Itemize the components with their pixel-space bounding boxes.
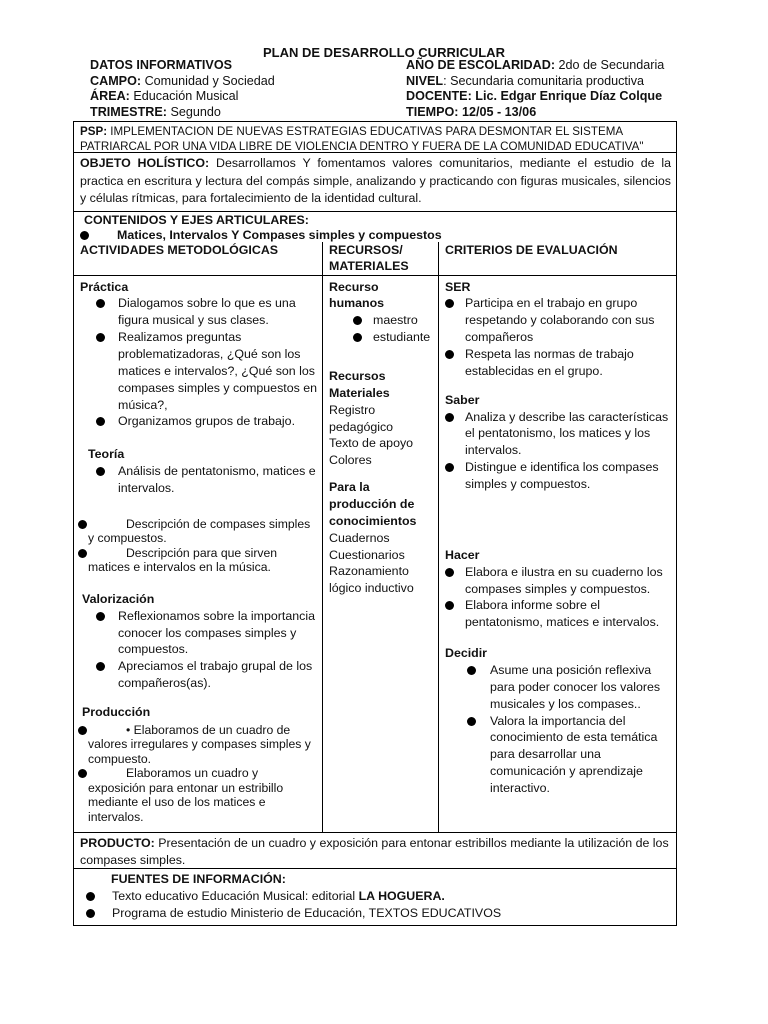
psp-text: IMPLEMENTACION DE NUEVAS ESTRATEGIAS EDUCATIVAS PARA DESMONTAR EL SISTEMA PATRIARCAL POR UNA VIDA LIBRE DE VIOLENCIA DENTRO Y FUERA DE LA COMUNIDAD EDUCATIVA" — [80, 125, 644, 153]
producto-text: Presentación de un cuadro y exposición para entonar estribillos mediante la utilización de los compases simples. — [80, 835, 669, 867]
produccion-heading: Producción — [82, 704, 151, 719]
actividades-header: ACTIVIDADES METODOLÓGICAS — [74, 242, 322, 276]
bullet-icon — [96, 417, 105, 426]
decidir-heading: Decidir — [445, 646, 488, 661]
recursos-materiales-item: Colores — [329, 453, 372, 468]
recursos-humanos-heading: Recurso humanos — [329, 279, 385, 311]
bullet-icon — [96, 467, 105, 476]
hacer-heading: Hacer — [445, 547, 480, 562]
bullet-icon — [96, 662, 105, 671]
list-item: estudiante — [329, 329, 434, 346]
bullet-icon — [445, 299, 454, 308]
practica-list — [80, 295, 318, 430]
recursos-produccion-item: Cuestionarios — [329, 547, 405, 562]
recursos-header: RECURSOS/ MATERIALES — [323, 242, 438, 276]
bullet-icon — [445, 568, 454, 577]
valorizacion-heading: Valorización — [82, 591, 155, 606]
criterios-body — [439, 276, 676, 797]
bullet-icon — [467, 666, 476, 675]
fuentes-section — [74, 869, 676, 925]
psp-section — [74, 122, 676, 153]
bullet-icon — [353, 333, 362, 342]
psp-label: PSP: — [80, 125, 108, 138]
bullet-icon — [445, 463, 454, 472]
list-item: Elabora informe sobre el pentatonismo, matices e intervalos. — [445, 597, 672, 631]
producto-section — [74, 833, 676, 869]
recursos-body — [323, 276, 438, 598]
recursos-produccion-item: Cuadernos — [329, 530, 390, 545]
list-item: Apreciamos el trabajo grupal de los compañeros(as). — [80, 658, 318, 692]
list-item: Participa en el trabajo en grupo respetando y colaborando con sus compañeros — [445, 295, 672, 346]
recursos-humanos-list — [329, 312, 434, 346]
info-nivel: NIVEL: Secundaria comunitaria productiva — [406, 73, 645, 88]
fuentes-heading: FUENTES DE INFORMACIÓN: — [111, 871, 286, 886]
info-area: ÁREA: Educación Musical — [90, 89, 239, 103]
saber-list — [445, 409, 672, 493]
info-trimestre: TRIMESTRE: Segundo — [90, 104, 221, 119]
bullet-icon — [86, 909, 95, 918]
actividades-body — [74, 276, 322, 825]
list-item: Reflexionamos sobre la importancia conocer los compases simples y compuestos. — [80, 608, 318, 659]
recursos-materiales-item: Registro pedagógico — [329, 402, 394, 434]
bullet-icon — [78, 520, 87, 529]
list-item: Asume una posición reflexiva para poder conocer los valores musicales y los compases.. — [445, 662, 672, 713]
bullet-icon — [78, 726, 87, 735]
info-campo: CAMPO: Comunidad y Sociedad — [90, 73, 275, 88]
fuentes-list — [86, 888, 671, 922]
objetivo-section — [74, 153, 676, 212]
practica-heading: Práctica — [80, 279, 129, 294]
bullet-icon — [78, 549, 87, 558]
list-item: Elabora e ilustra en su cuaderno los compases simples y compuestos. — [445, 564, 672, 598]
producto-label: PRODUCTO: — [80, 835, 155, 850]
info-left — [90, 58, 275, 120]
bullet-icon — [467, 717, 476, 726]
list-item: Dialogamos sobre lo que es una figura musical y sus clases. — [80, 295, 318, 329]
recursos-produccion-heading: Para la producción de conocimientos — [329, 480, 417, 528]
teoria-extra-1: Descripción de compases simples y compuestos. — [80, 517, 318, 546]
valorizacion-list — [80, 608, 318, 692]
objetivo-label: OBJETO HOLÍSTICO: — [80, 156, 210, 170]
bullet-icon — [353, 316, 362, 325]
recursos-materiales-item: Texto de apoyo — [329, 436, 414, 451]
list-item: Analiza y describe las características el pentatonismo, los matices y los intervalos. — [445, 409, 672, 460]
list-item: Respeta las normas de trabajo establecidas en el grupo. — [445, 346, 672, 380]
bullet-icon — [445, 413, 454, 422]
criterios-header: CRITERIOS DE EVALUACIÓN — [439, 242, 676, 276]
actividades-column — [74, 242, 323, 832]
ser-heading: SER — [445, 279, 471, 294]
teoria-extra-2: Descripción para que sirven matices e intervalos en la música. — [80, 546, 318, 575]
list-item: Programa de estudio Ministerio de Educación, TEXTOS EDUCATIVOS — [86, 905, 671, 922]
recursos-produccion-item: Razonamiento lógico inductivo — [329, 564, 414, 596]
teoria-heading: Teoría — [88, 447, 125, 462]
plan-table — [73, 121, 677, 926]
bullet-icon — [445, 601, 454, 610]
contenidos-topic: Matices, Intervalos Y Compases simples y compuestos — [117, 227, 442, 242]
hacer-list — [445, 564, 672, 631]
list-item: Distingue e identifica los compases simples y compuestos. — [445, 459, 672, 493]
list-item: Análisis de pentatonismo, matices e intervalos. — [80, 463, 318, 497]
list-item: Texto educativo Educación Musical: editorial LA HOGUERA. — [86, 888, 671, 905]
columns-row — [74, 242, 676, 833]
bullet-icon — [96, 612, 105, 621]
list-item: Realizamos preguntas problematizadoras, ¿Qué son los matices e intervalos?, ¿Qué son los compases simples y compuestos en música?, — [80, 329, 318, 413]
contenidos-section — [74, 212, 676, 242]
criterios-column — [439, 242, 676, 832]
bullet-icon — [86, 892, 95, 901]
recursos-materiales-heading: Recursos Materiales — [329, 368, 390, 400]
objetivo-text: Desarrollamos Y fomentamos valores comunitarios, mediante el estudio de la practica en escritura y lectura del compás simple, analizando y practicando con figuras musicales, silencios y células rítmicas, para fortalecimiento de la identidad cultural. — [80, 156, 671, 205]
bullet-icon — [96, 333, 105, 342]
list-item: Organizamos grupos de trabajo. — [80, 413, 318, 430]
saber-heading: Saber — [445, 392, 480, 407]
info-anio: AÑO DE ESCOLARIDAD: 2do de Secundaria — [406, 58, 665, 72]
list-item: Valora la importancia del conocimiento de esta temática para desarrollar una comunicación y aprendizaje interactivo. — [445, 713, 672, 797]
info-tiempo: TIEMPO: 12/05 - 13/06 — [406, 104, 537, 119]
bullet-icon — [80, 231, 89, 240]
page-title: PLAN DE DESARROLLO CURRICULAR — [263, 45, 505, 60]
contenidos-label: CONTENIDOS Y EJES ARTICULARES: — [84, 212, 309, 227]
info-datos: DATOS INFORMATIVOS — [90, 58, 233, 72]
produccion-item-1: • Elaboramos de un cuadro de valores irregulares y compases simples y compuesto. — [80, 723, 318, 767]
decidir-list — [445, 662, 672, 797]
bullet-icon — [445, 350, 454, 359]
produccion-item-2: Elaboramos un cuadro y exposición para entonar un estribillo mediante el uso de los matices e intervalos. — [80, 766, 318, 824]
bullet-icon — [78, 769, 87, 778]
info-docente: DOCENTE: Lic. Edgar Enrique Díaz Colque — [406, 89, 663, 103]
teoria-list — [80, 463, 318, 497]
bullet-icon — [96, 299, 105, 308]
list-item: maestro — [329, 312, 434, 329]
recursos-column — [323, 242, 439, 832]
ser-list — [445, 295, 672, 379]
info-right — [406, 58, 664, 120]
